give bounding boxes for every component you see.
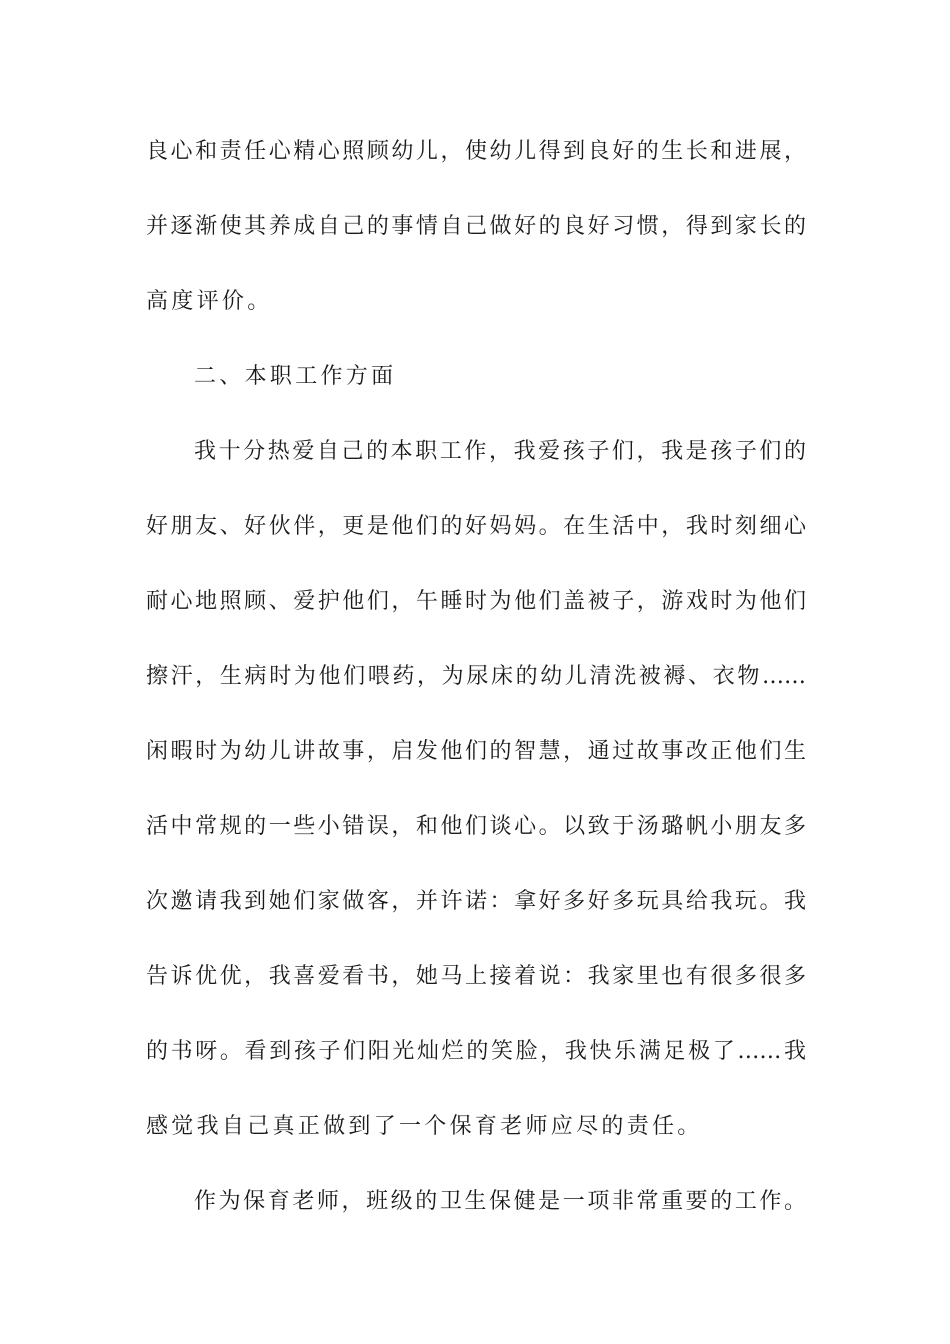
section-heading: 二、本职工作方面: [194, 364, 397, 389]
text-line: 次邀请我到她们家做客，并许诺：拿好多好多玩具给我玩。我: [146, 889, 806, 914]
text-line: 好朋友、好伙伴，更是他们的好妈妈。在生活中，我时刻细心: [146, 514, 806, 539]
text-line: 并逐渐使其养成自己的事情自己做好的良好习惯，得到家长的: [146, 214, 806, 239]
text-line: 活中常规的一些小错误，和他们谈心。以致于汤璐帆小朋友多: [146, 814, 806, 839]
text-line: 擦汗，生病时为他们喂药，为尿床的幼儿清洗被褥、衣物……: [146, 664, 806, 689]
text-line: 感觉我自己真正做到了一个保育老师应尽的责任。: [146, 1114, 703, 1139]
text-line: 作为保育老师，班级的卫生保健是一项非常重要的工作。: [194, 1189, 806, 1214]
text-line: 的书呀。看到孩子们阳光灿烂的笑脸，我快乐满足极了……我: [146, 1039, 806, 1064]
text-line: 良心和责任心精心照顾幼儿，使幼儿得到良好的生长和进展，: [146, 139, 806, 164]
text-line: 高度评价。: [146, 289, 273, 314]
text-line: 我十分热爱自己的本职工作，我爱孩子们，我是孩子们的: [194, 439, 806, 464]
text-line: 耐心地照顾、爱护他们，午睡时为他们盖被子，游戏时为他们: [146, 589, 806, 614]
text-line: 告诉优优，我喜爱看书，她马上接着说：我家里也有很多很多: [146, 964, 806, 989]
text-line: 闲暇时为幼儿讲故事，启发他们的智慧，通过故事改正他们生: [146, 739, 806, 764]
